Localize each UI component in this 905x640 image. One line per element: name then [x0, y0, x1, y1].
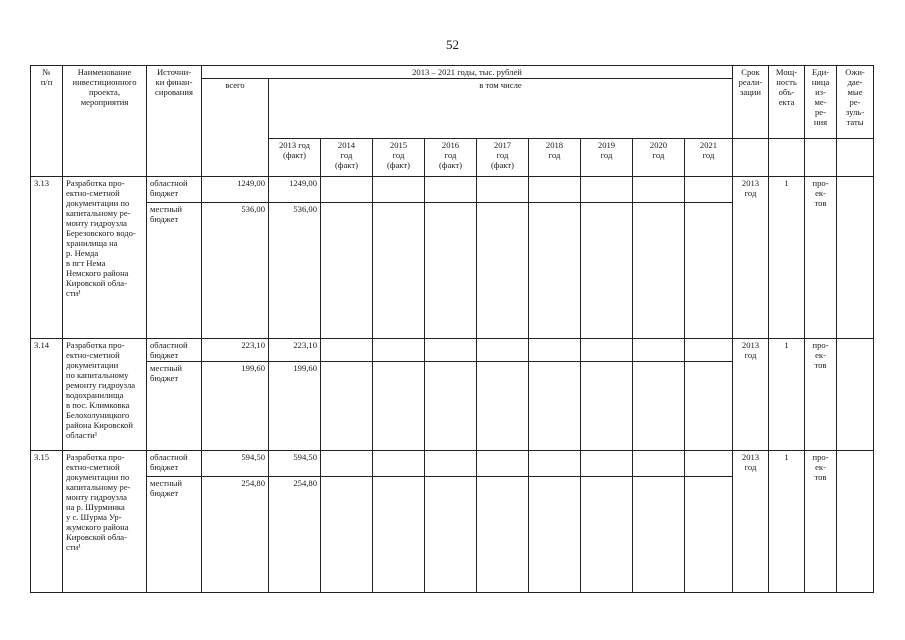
- project-name: Разработка про- ектно-сметной документации по капитальному ре- монту гидроузла Березовского водо- хранилища на р. Немда в пгт Нема Немского района Кировской обла- сти¹: [63, 177, 147, 339]
- amount-total: 594,50: [202, 451, 269, 477]
- header-year-2018: 2018 год: [529, 139, 581, 177]
- amount-empty: [685, 177, 733, 203]
- amount-empty: [581, 203, 633, 339]
- project-number: 3.14: [31, 339, 63, 451]
- funding-source: областной бюджет: [147, 451, 202, 477]
- amount-total: 199,60: [202, 362, 269, 451]
- amount-empty: [685, 477, 733, 593]
- amount-empty: [477, 203, 529, 339]
- amount-empty: [529, 451, 581, 477]
- amount-empty: [581, 477, 633, 593]
- amount-empty: [425, 451, 477, 477]
- amount-empty: [529, 339, 581, 362]
- header-expected: Ожи- дае- мые ре- зуль- таты: [837, 66, 874, 139]
- amount-empty: [477, 477, 529, 593]
- amount-empty: [633, 177, 685, 203]
- header-year-2015: 2015 год (факт): [373, 139, 425, 177]
- object-capacity: 1: [769, 177, 805, 339]
- header-including: в том числе: [269, 79, 733, 139]
- amount-empty: [477, 362, 529, 451]
- header-name: Наименование инвестиционного проекта, мероприятия: [63, 66, 147, 177]
- amount-empty: [321, 203, 373, 339]
- amount-empty: [581, 362, 633, 451]
- amount-total: 1249,00: [202, 177, 269, 203]
- funding-source: областной бюджет: [147, 339, 202, 362]
- object-capacity: 1: [769, 451, 805, 593]
- amount-empty: [633, 451, 685, 477]
- header-row-1: [31, 66, 874, 79]
- amount-empty: [633, 362, 685, 451]
- amount-2013: 594,50: [269, 451, 321, 477]
- measure-unit: про- ек- тов: [805, 339, 837, 451]
- amount-empty: [321, 451, 373, 477]
- object-capacity: 1: [769, 339, 805, 451]
- header-empty-term: [733, 139, 769, 177]
- amount-empty: [529, 477, 581, 593]
- amount-empty: [373, 203, 425, 339]
- expected-results: [837, 177, 874, 339]
- amount-empty: [685, 362, 733, 451]
- amount-empty: [477, 451, 529, 477]
- amount-2013: 254,80: [269, 477, 321, 593]
- project-name: Разработка про- ектно-сметной документации по капитальному ре- монту гидроузла на р. Шурминка у с. Шурма Ур- жумского района Кировской обла- сти¹: [63, 451, 147, 593]
- header-term: Срок реали- зации: [733, 66, 769, 139]
- project-name: Разработка про- ектно-сметной документации по капитальному ремонту гидроузла водохранилища в пос. Климковка Белохолуницкого района Кировской области¹: [63, 339, 147, 451]
- funding-source: местный бюджет: [147, 203, 202, 339]
- amount-empty: [321, 177, 373, 203]
- amount-empty: [685, 339, 733, 362]
- project-number: 3.13: [31, 177, 63, 339]
- amount-empty: [633, 477, 685, 593]
- amount-empty: [529, 362, 581, 451]
- header-year-2021: 2021 год: [685, 139, 733, 177]
- implementation-term: 2013 год: [733, 339, 769, 451]
- amount-empty: [373, 477, 425, 593]
- amount-2013: 199,60: [269, 362, 321, 451]
- amount-empty: [685, 203, 733, 339]
- header-unit: Еди- ница из- ме- ре- ния: [805, 66, 837, 139]
- investment-table: [30, 65, 874, 593]
- expected-results: [837, 339, 874, 451]
- header-year-2020: 2020 год: [633, 139, 685, 177]
- table-row: [31, 339, 874, 362]
- amount-empty: [633, 339, 685, 362]
- amount-total: 254,80: [202, 477, 269, 593]
- header-period: 2013 – 2021 годы, тыс. рублей: [202, 66, 733, 79]
- table-body: [31, 66, 874, 593]
- amount-empty: [477, 339, 529, 362]
- project-number: 3.15: [31, 451, 63, 593]
- header-empty-expected: [837, 139, 874, 177]
- header-year-2013: 2013 год (факт): [269, 139, 321, 177]
- amount-empty: [373, 362, 425, 451]
- amount-empty: [321, 477, 373, 593]
- amount-empty: [633, 203, 685, 339]
- amount-empty: [477, 177, 529, 203]
- amount-empty: [425, 362, 477, 451]
- header-empty-capacity: [769, 139, 805, 177]
- header-year-2019: 2019 год: [581, 139, 633, 177]
- page-number: 52: [446, 37, 459, 52]
- amount-empty: [425, 203, 477, 339]
- table-row: [31, 177, 874, 203]
- amount-empty: [529, 177, 581, 203]
- measure-unit: про- ек- тов: [805, 451, 837, 593]
- expected-results: [837, 451, 874, 593]
- header-no: № п/п: [31, 66, 63, 177]
- amount-total: 223,10: [202, 339, 269, 362]
- implementation-term: 2013 год: [733, 177, 769, 339]
- funding-source: местный бюджет: [147, 362, 202, 451]
- amount-empty: [581, 177, 633, 203]
- header-source: Источни- ки финан- сирования: [147, 66, 202, 177]
- funding-source: областной бюджет: [147, 177, 202, 203]
- header-capacity: Мощ- ность объ- екта: [769, 66, 805, 139]
- implementation-term: 2013 год: [733, 451, 769, 593]
- amount-empty: [425, 339, 477, 362]
- header-year-2017: 2017 год (факт): [477, 139, 529, 177]
- amount-empty: [373, 177, 425, 203]
- amount-empty: [425, 177, 477, 203]
- header-empty-unit: [805, 139, 837, 177]
- amount-empty: [529, 203, 581, 339]
- amount-empty: [321, 339, 373, 362]
- table-row: [31, 451, 874, 477]
- header-year-2014: 2014 год (факт): [321, 139, 373, 177]
- amount-total: 536,00: [202, 203, 269, 339]
- amount-empty: [373, 339, 425, 362]
- amount-2013: 1249,00: [269, 177, 321, 203]
- amount-empty: [321, 362, 373, 451]
- amount-empty: [373, 451, 425, 477]
- amount-empty: [581, 451, 633, 477]
- funding-source: местный бюджет: [147, 477, 202, 593]
- measure-unit: про- ек- тов: [805, 177, 837, 339]
- amount-empty: [425, 477, 477, 593]
- header-total: всего: [202, 79, 269, 177]
- amount-2013: 223,10: [269, 339, 321, 362]
- header-year-2016: 2016 год (факт): [425, 139, 477, 177]
- amount-empty: [581, 339, 633, 362]
- amount-2013: 536,00: [269, 203, 321, 339]
- amount-empty: [685, 451, 733, 477]
